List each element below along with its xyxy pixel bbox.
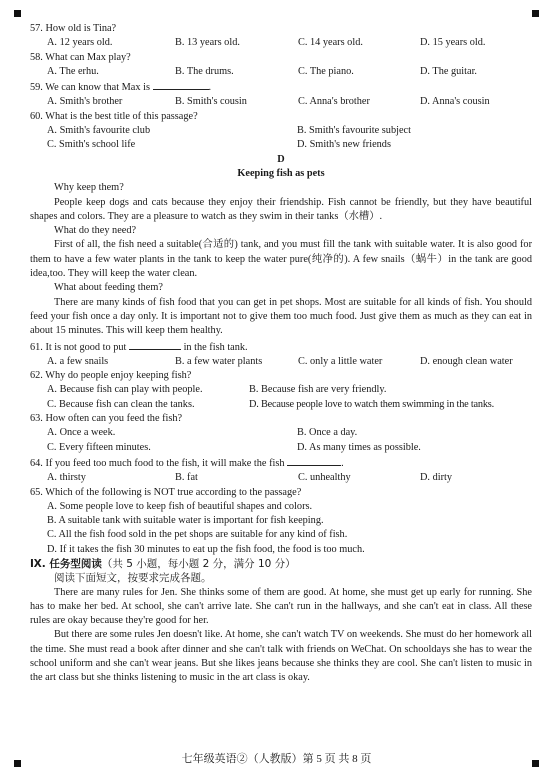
options-row <box>30 65 532 79</box>
options-row <box>30 355 532 369</box>
stem-end: . <box>208 82 212 94</box>
option-b: B. Because fish are very friendly. <box>249 384 387 396</box>
options-row <box>30 398 532 412</box>
question-59 <box>30 79 532 110</box>
option-c: C. unhealthy <box>298 472 351 484</box>
option-line <box>30 514 532 528</box>
question-61 <box>30 339 532 370</box>
reading-paragraph: There are many rules for Jen. She thinks some of them are good. At home, she must get up early for running. She has to make her bed. At school, she can't arrive late. She can't run in the hallways, and she can't eat in class. All these rules are okay because they're good for her. <box>30 586 532 627</box>
stem-text: 59. We can know that Max is <box>30 82 150 94</box>
option-b: B. Smith's favourite subject <box>297 125 411 137</box>
option-c: C. 14 years old. <box>298 37 363 49</box>
options-row <box>30 383 532 397</box>
section-title: Ⅸ. 任务型阅读 <box>30 557 102 570</box>
question-stem: 60. What is the best title of this passage? <box>30 110 198 122</box>
options-row <box>30 95 532 109</box>
option-a: A. 12 years old. <box>47 37 113 49</box>
question-stem <box>30 455 532 471</box>
page-footer: 七年级英语②（人教版）第 5 页 共 8 页 <box>181 753 372 765</box>
option-a: A. a few snails <box>47 355 109 367</box>
option-b: B. fat <box>175 472 198 484</box>
answer-blank <box>129 339 181 350</box>
option-c: C. Anna's brother <box>298 96 370 108</box>
options-row <box>30 471 532 485</box>
section-instruction: 阅读下面短文，按要求完成各题。 <box>54 572 212 585</box>
option-d: D. 15 years old. <box>420 37 486 49</box>
option-a: A. Smith's favourite club <box>47 125 151 137</box>
question-stem <box>30 79 532 95</box>
registration-mark-top-left <box>14 10 21 17</box>
option-c: C. only a little water <box>298 355 383 367</box>
option-a: A. The erhu. <box>47 65 99 77</box>
passage-letter: D <box>277 153 285 165</box>
option-b: B. The drums. <box>175 65 234 77</box>
question-stem: 63. How often can you feed the fish? <box>30 413 183 425</box>
question-stem: 65. Which of the following is NOT true according to the passage? <box>30 486 302 498</box>
question-65 <box>30 486 532 557</box>
section-heading <box>30 557 532 571</box>
passage-paragraph: People keep dogs and cats because they enjoy their friendship. Fish cannot be friendly, but they have beautiful shapes and colors. They are a pleasure to watch as they swim in their tanks（水槽）. <box>30 196 532 222</box>
option-line <box>30 500 532 514</box>
option-b: B. 13 years old. <box>175 37 240 49</box>
options-row <box>30 138 532 152</box>
option-d: D. Anna's cousin <box>420 96 490 108</box>
passage-subheading: Why keep them? <box>54 182 124 194</box>
option-c: C. Smith's school life <box>47 139 136 151</box>
passage-paragraph: There are many kinds of fish food that you can get in pet shops. Most are suitable for all kinds of fish. You should feed your fish once a day only. It is important not to give them too much food. Just give them as much as they can eat in about 15 minutes. This will keep them healthy. <box>30 296 532 337</box>
option-a: A. Because fish can play with people. <box>47 384 203 396</box>
option-d: D. The guitar. <box>420 65 478 77</box>
question-64 <box>30 455 532 486</box>
options-row <box>30 124 532 138</box>
stem-text: 64. If you feed too much food to the fish, it will make the fish <box>30 457 285 469</box>
option-a: A. Some people love to keep fish of beautiful shapes and colors. <box>47 500 313 512</box>
question-stem <box>30 339 532 355</box>
option-d: D. dirty <box>420 472 453 484</box>
question-62 <box>30 369 532 412</box>
option-a: A. Smith's brother <box>47 96 123 108</box>
option-b: B. Once a day. <box>297 427 358 439</box>
registration-mark-top-right <box>532 10 539 17</box>
option-d: D. Smith's new friends <box>297 139 391 151</box>
stem-end: . <box>341 457 344 469</box>
question-57 <box>30 22 532 51</box>
stem-text: 61. It is not good to put <box>30 341 127 353</box>
option-c: C. Every fifteen minutes. <box>47 441 151 453</box>
option-d: D. enough clean water <box>420 355 513 367</box>
option-c: C. All the fish food sold in the pet shops are suitable for any kind of fish. <box>47 529 348 541</box>
option-line <box>30 528 532 542</box>
stem-end: in the fish tank. <box>183 341 248 353</box>
question-stem: 57. How old is Tina? <box>30 23 117 34</box>
question-63 <box>30 412 532 455</box>
answer-blank <box>287 455 341 466</box>
reading-paragraph: But there are some rules Jen doesn't like. At home, she can't watch TV on weekends. She must do her homework all the time. She must read a book after dinner and she can't talk with friends on WeChat. On schooldays she has to wear the school uniform and she can't wear jeans. But she likes jeans because she thinks they are cool. She can't listen to music in the art class but she thinks listening to music in the art class is okay. <box>30 629 532 684</box>
option-d: D. If it takes the fish 30 minutes to eat up the fish food, the food is too much. <box>47 543 365 555</box>
option-line <box>30 543 532 557</box>
option-a: A. thirsty <box>47 472 86 484</box>
options-row <box>30 441 532 455</box>
option-b: B. Smith's cousin <box>175 96 247 108</box>
question-stem: 58. What can Max play? <box>30 51 131 63</box>
options-row <box>30 36 532 50</box>
page-content <box>30 22 532 686</box>
option-b: B. A suitable tank with suitable water is important for fish keeping. <box>47 515 324 527</box>
answer-blank <box>153 79 209 90</box>
question-stem: 62. Why do people enjoy keeping fish? <box>30 370 192 382</box>
passage-subheading: What do they need? <box>54 225 137 237</box>
passage-title: Keeping fish as pets <box>237 167 325 179</box>
passage-paragraph: First of all, the fish need a suitable(合适的) tank, and you must fill the tank with suitable water. It is also good for them to have a few water plants in the tank to keep the water pure(纯净的). A few snails（蜗牛）in the tank are good idea,too. They will keep the water clean. <box>30 239 532 280</box>
question-58 <box>30 51 532 80</box>
passage-subheading: What about feeding them? <box>54 282 163 294</box>
section-note: （共 5 小题，每小题 2 分，满分 10 分） <box>101 557 296 570</box>
question-60 <box>30 110 532 153</box>
option-c: C. The piano. <box>298 65 354 77</box>
option-d: D. Because people love to watch them swimming in the tanks. <box>249 398 494 410</box>
option-d: D. As many times as possible. <box>297 441 421 453</box>
options-row <box>30 426 532 440</box>
option-b: B. a few water plants <box>175 355 263 367</box>
option-a: A. Once a week. <box>47 427 116 439</box>
option-c: C. Because fish can clean the tanks. <box>47 398 195 410</box>
